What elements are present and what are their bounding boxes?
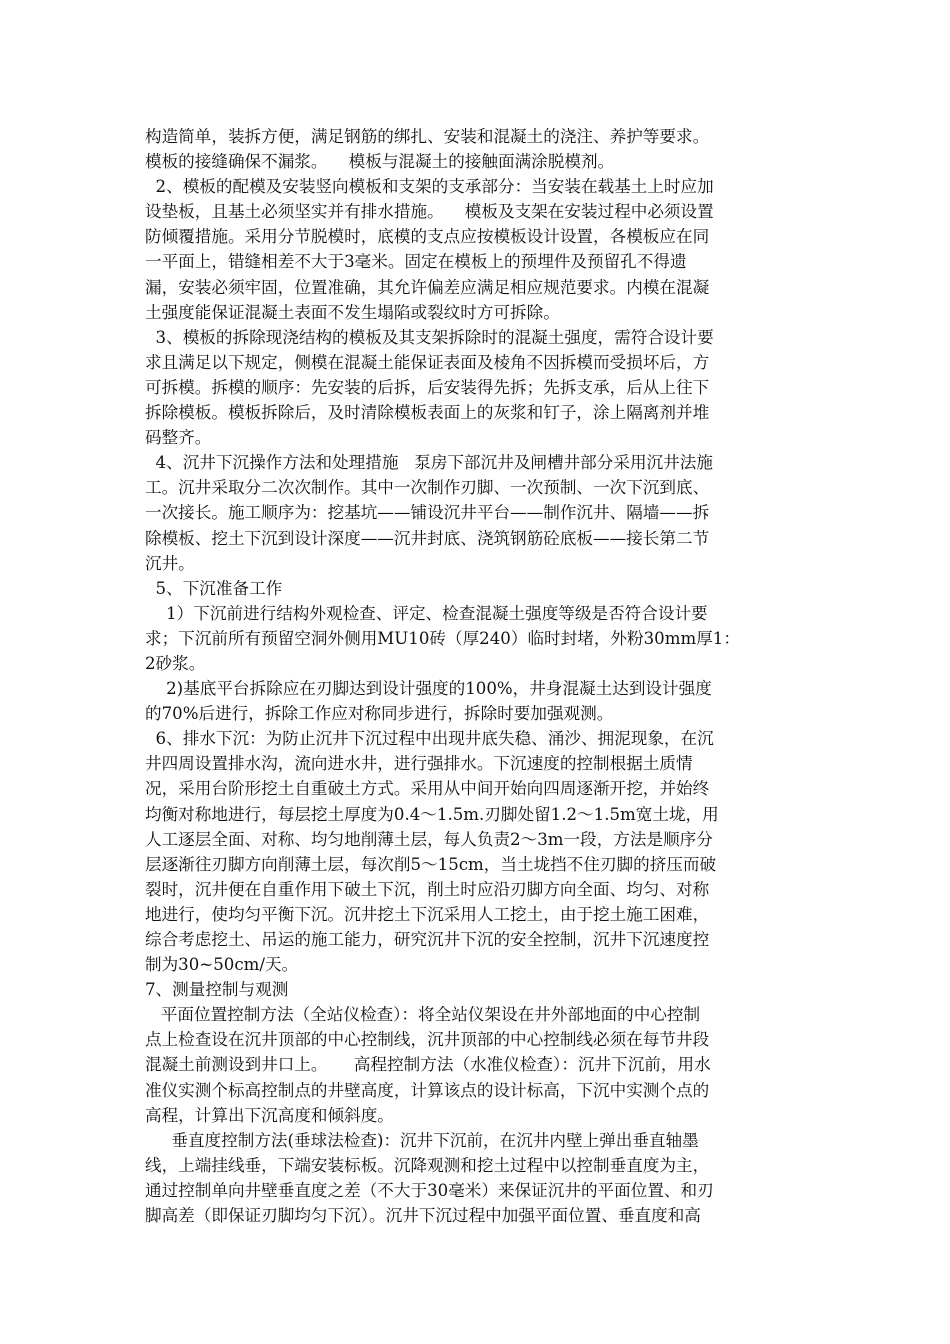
text-line: 况，采用台阶形挖土自重破土方式。采用从中间开始向四周逐渐开挖，并始终: [145, 779, 710, 799]
text-line: 土强度能保证混凝土表面不发生塌陷或裂纹时方可拆除。: [145, 302, 560, 322]
text-line: 4、沉井下沉操作方法和处理措施 泵房下部沉井及闸槽井部分采用沉井法施: [145, 453, 713, 473]
text-line: 2、模板的配模及安装竖向模板和支架的支承部分：当安装在载基土上时应加: [145, 177, 714, 197]
text-line: 通过控制单向井壁垂直度之差（不大于30毫米）来保证沉井的平面位置、和刃: [145, 1180, 714, 1200]
text-line: 防倾覆措施。采用分节脱模时，底模的支点应按模板设计设置，各模板应在同: [145, 227, 710, 247]
text-line: 5、下沉准备工作: [145, 578, 283, 598]
text-line: 混凝土前测设到井口上。 高程控制方法（水准仪检查）：沉井下沉前，用水: [145, 1055, 711, 1075]
text-line: 6、排水下沉：为防止沉井下沉过程中出现井底失稳、涌沙、拥泥现象，在沉: [145, 729, 714, 749]
text-line: 一次接长。施工顺序为：挖基坑——铺设沉井平台——制作沉井、隔墙——拆: [145, 503, 710, 523]
text-line: 准仪实测个标高控制点的井壁高度，计算该点的设计标高，下沉中实测个点的: [145, 1080, 710, 1100]
text-line: 模板的接缝确保不漏浆。 模板与混凝土的接触面满涂脱模剂。: [145, 152, 615, 172]
text-line: 一平面上，错缝相差不大于3毫米。固定在模板上的预埋件及预留孔不得遗: [145, 252, 687, 272]
text-line: 拆除模板。模板拆除后，及时清除模板表面上的灰浆和钉子，涂上隔离剂并堆: [145, 403, 710, 423]
text-line: 的70%后进行，拆除工作应对称同步进行，拆除时要加强观测。: [145, 704, 614, 724]
text-line: 制为30~50cm/天。: [145, 955, 299, 975]
text-line: 地进行，使均匀平衡下沉。沉井挖土下沉采用人工挖土，由于挖土施工困难，: [145, 904, 710, 924]
text-line: 高程，计算出下沉高度和倾斜度。: [145, 1105, 394, 1125]
document-body: [145, 124, 809, 1228]
text-line: 设垫板，且基土必须坚实并有排水措施。 模板及支架在安装过程中必须设置: [145, 202, 714, 222]
text-line: 点上检查设在沉井顶部的中心控制线，沉井顶部的中心控制线必须在每节井段: [145, 1030, 710, 1050]
text-line: 均衡对称地进行，每层挖土厚度为0.4～1.5m.刃脚处留1.2～1.5m宽土垅，用: [145, 804, 719, 824]
text-line: 平面位置控制方法（全站仪检查）：将全站仪架设在井外部地面的中心控制: [145, 1005, 701, 1025]
text-line: 综合考虑挖土、吊运的施工能力，研究沉井下沉的安全控制，沉井下沉速度控: [145, 930, 710, 949]
text-line: 井四周设置排水沟，流向进水井，进行强排水。下沉速度的控制根据土质情: [145, 754, 693, 774]
text-line: 2砂浆。: [145, 653, 206, 673]
text-line: 垂直度控制方法(垂球法检查)：沉井下沉前，在沉井内壁上弹出垂直轴墨: [145, 1130, 699, 1150]
text-line: 线，上端挂线垂，下端安装标板。沉降观测和挖土过程中以控制垂直度为主，: [145, 1155, 710, 1175]
text-line: 3、模板的拆除现浇结构的模板及其支架拆除时的混凝土强度，需符合设计要: [145, 327, 714, 347]
text-line: 脚高差（即保证刃脚均匀下沉）。沉井下沉过程中加强平面位置、垂直度和高: [145, 1206, 701, 1226]
text-line: 除模板、挖土下沉到设计深度——沉井封底、浇筑钢筋砼底板——接长第二节: [145, 528, 710, 548]
text-line: 求且满足以下规定，侧模在混凝土能保证表面及棱角不因拆模而受损坏后，方: [145, 352, 710, 372]
text-line: 1）下沉前进行结构外观检查、评定、检查混凝土强度等级是否符合设计要: [145, 603, 708, 623]
text-line: 裂时，沉井便在自重作用下破土下沉，削土时应沿刃脚方向全面、均匀、对称: [145, 879, 710, 899]
text-line: 构造简单，装拆方便，满足钢筋的绑扎、安装和混凝土的浇注、养护等要求。: [145, 127, 710, 146]
text-line: 工。沉井采取分二次次制作。其中一次制作刃脚、一次预制、一次下沉到底、: [145, 478, 710, 498]
text-line: 人工逐层全面、对称、均匀地削薄土层，每人负责2～3m一段，方法是顺序分: [145, 829, 713, 849]
text-line: 7、测量控制与观测: [145, 980, 289, 1000]
text-line: 沉井。: [145, 553, 195, 573]
text-line: 求；下沉前所有预留空洞外侧用MU10砖（厚240）临时封堵，外粉30mm厚1：: [145, 628, 740, 648]
text-line: 可拆模。拆模的顺序：先安装的后拆，后安装得先拆；先拆支承，后从上往下: [145, 377, 710, 397]
text-line: 漏，安装必须牢固，位置准确，其允许偏差应满足相应规范要求。内模在混凝: [145, 277, 710, 297]
text-line: 层逐渐往刃脚方向削薄土层，每次削5～15cm，当土垅挡不住刃脚的挤压而破: [145, 854, 717, 874]
text-line: 2)基底平台拆除应在刃脚达到设计强度的100%，井身混凝土达到设计强度: [145, 679, 712, 699]
text-line: 码整齐。: [145, 428, 212, 448]
